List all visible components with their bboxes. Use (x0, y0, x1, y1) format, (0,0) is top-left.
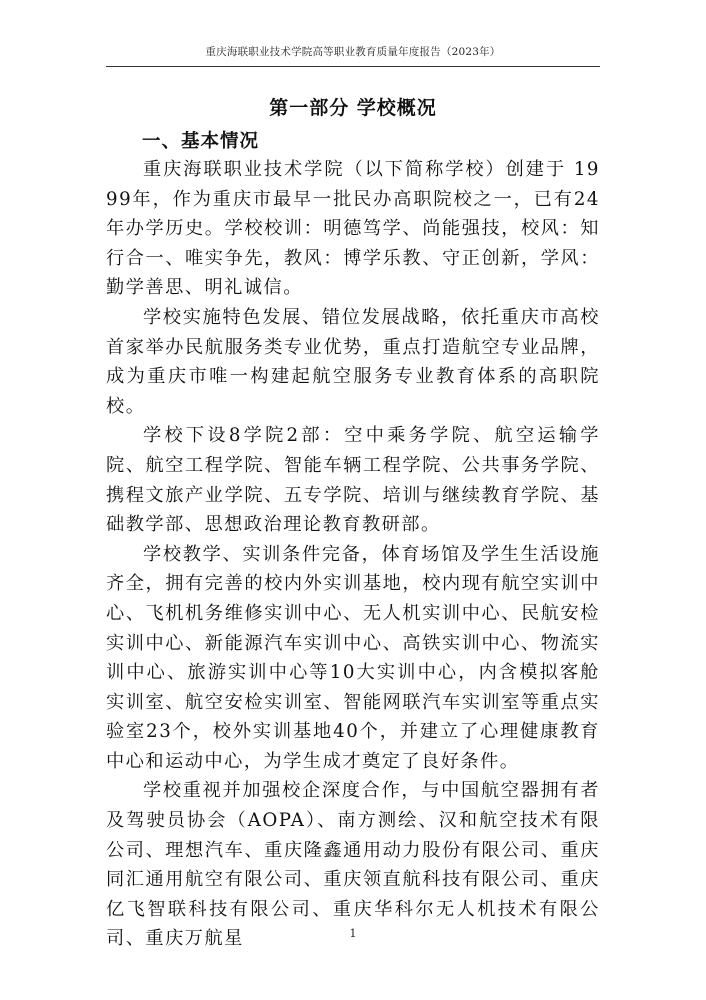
paragraph-strategy: 学校实施特色发展、错位发展战略，依托重庆市高校首家举办民航服务类专业优势，重点打造航空专业品牌，成为重庆市唯一构建起航空服务专业教育体系的高职院校。 (106, 306, 600, 417)
page-number: 1 (349, 927, 357, 940)
running-header: 重庆海联职业技术学院高等职业教育质量年度报告（2023年） (205, 46, 501, 58)
body-text (106, 155, 600, 954)
section-heading: 一、基本情况 (142, 131, 260, 152)
header-divider (106, 66, 600, 67)
paragraph-departments: 学校下设8学院2部：空中乘务学院、航空运输学院、航空工程学院、智能车辆工程学院、公共事务学院、携程文旅产业学院、五专学院、培训与继续教育学院、基础教学部、思想政治理论教育教研部。 (106, 425, 600, 536)
paragraph-founding: 重庆海联职业技术学院（以下简称学校）创建于 1999年，作为重庆市最早一批民办高职院校之一，已有24年办学历史。学校校训：明德笃学、尚能强技，校风：知行合一、唯实争先，教风：博学乐教、守正创新，学风：勤学善思、明礼诚信。 (106, 159, 600, 299)
paragraph-facilities: 学校教学、实训条件完备，体育场馆及学生生活设施齐全，拥有完善的校内外实训基地，校内现有航空实训中心、飞机机务维修实训中心、无人机实训中心、民航安检实训中心、新能源汽车实训中心、高铁实训中心、物流实训中心、旅游实训中心等10大实训中心，内含模拟客舱实训室、航空安检实训室、智能网联汽车实训室等重点实验室23个，校外实训基地40个，并建立了心理健康教育中心和运动中心，为学生成才奠定了良好条件。 (106, 543, 600, 772)
part-title: 第一部分 学校概况 (269, 97, 437, 119)
paragraph-partnerships: 学校重视并加强校企深度合作，与中国航空器拥有者及驾驶员协会（AOPA）、南方测绘、汉和航空技术有限公司、理想汽车、重庆隆鑫通用动力股份有限公司、重庆同汇通用航空有限公司、重庆领直航科技有限公司、重庆亿飞智联科技有限公司、重庆华科尔无人机技术有限公司、重庆万航星 (106, 780, 600, 950)
